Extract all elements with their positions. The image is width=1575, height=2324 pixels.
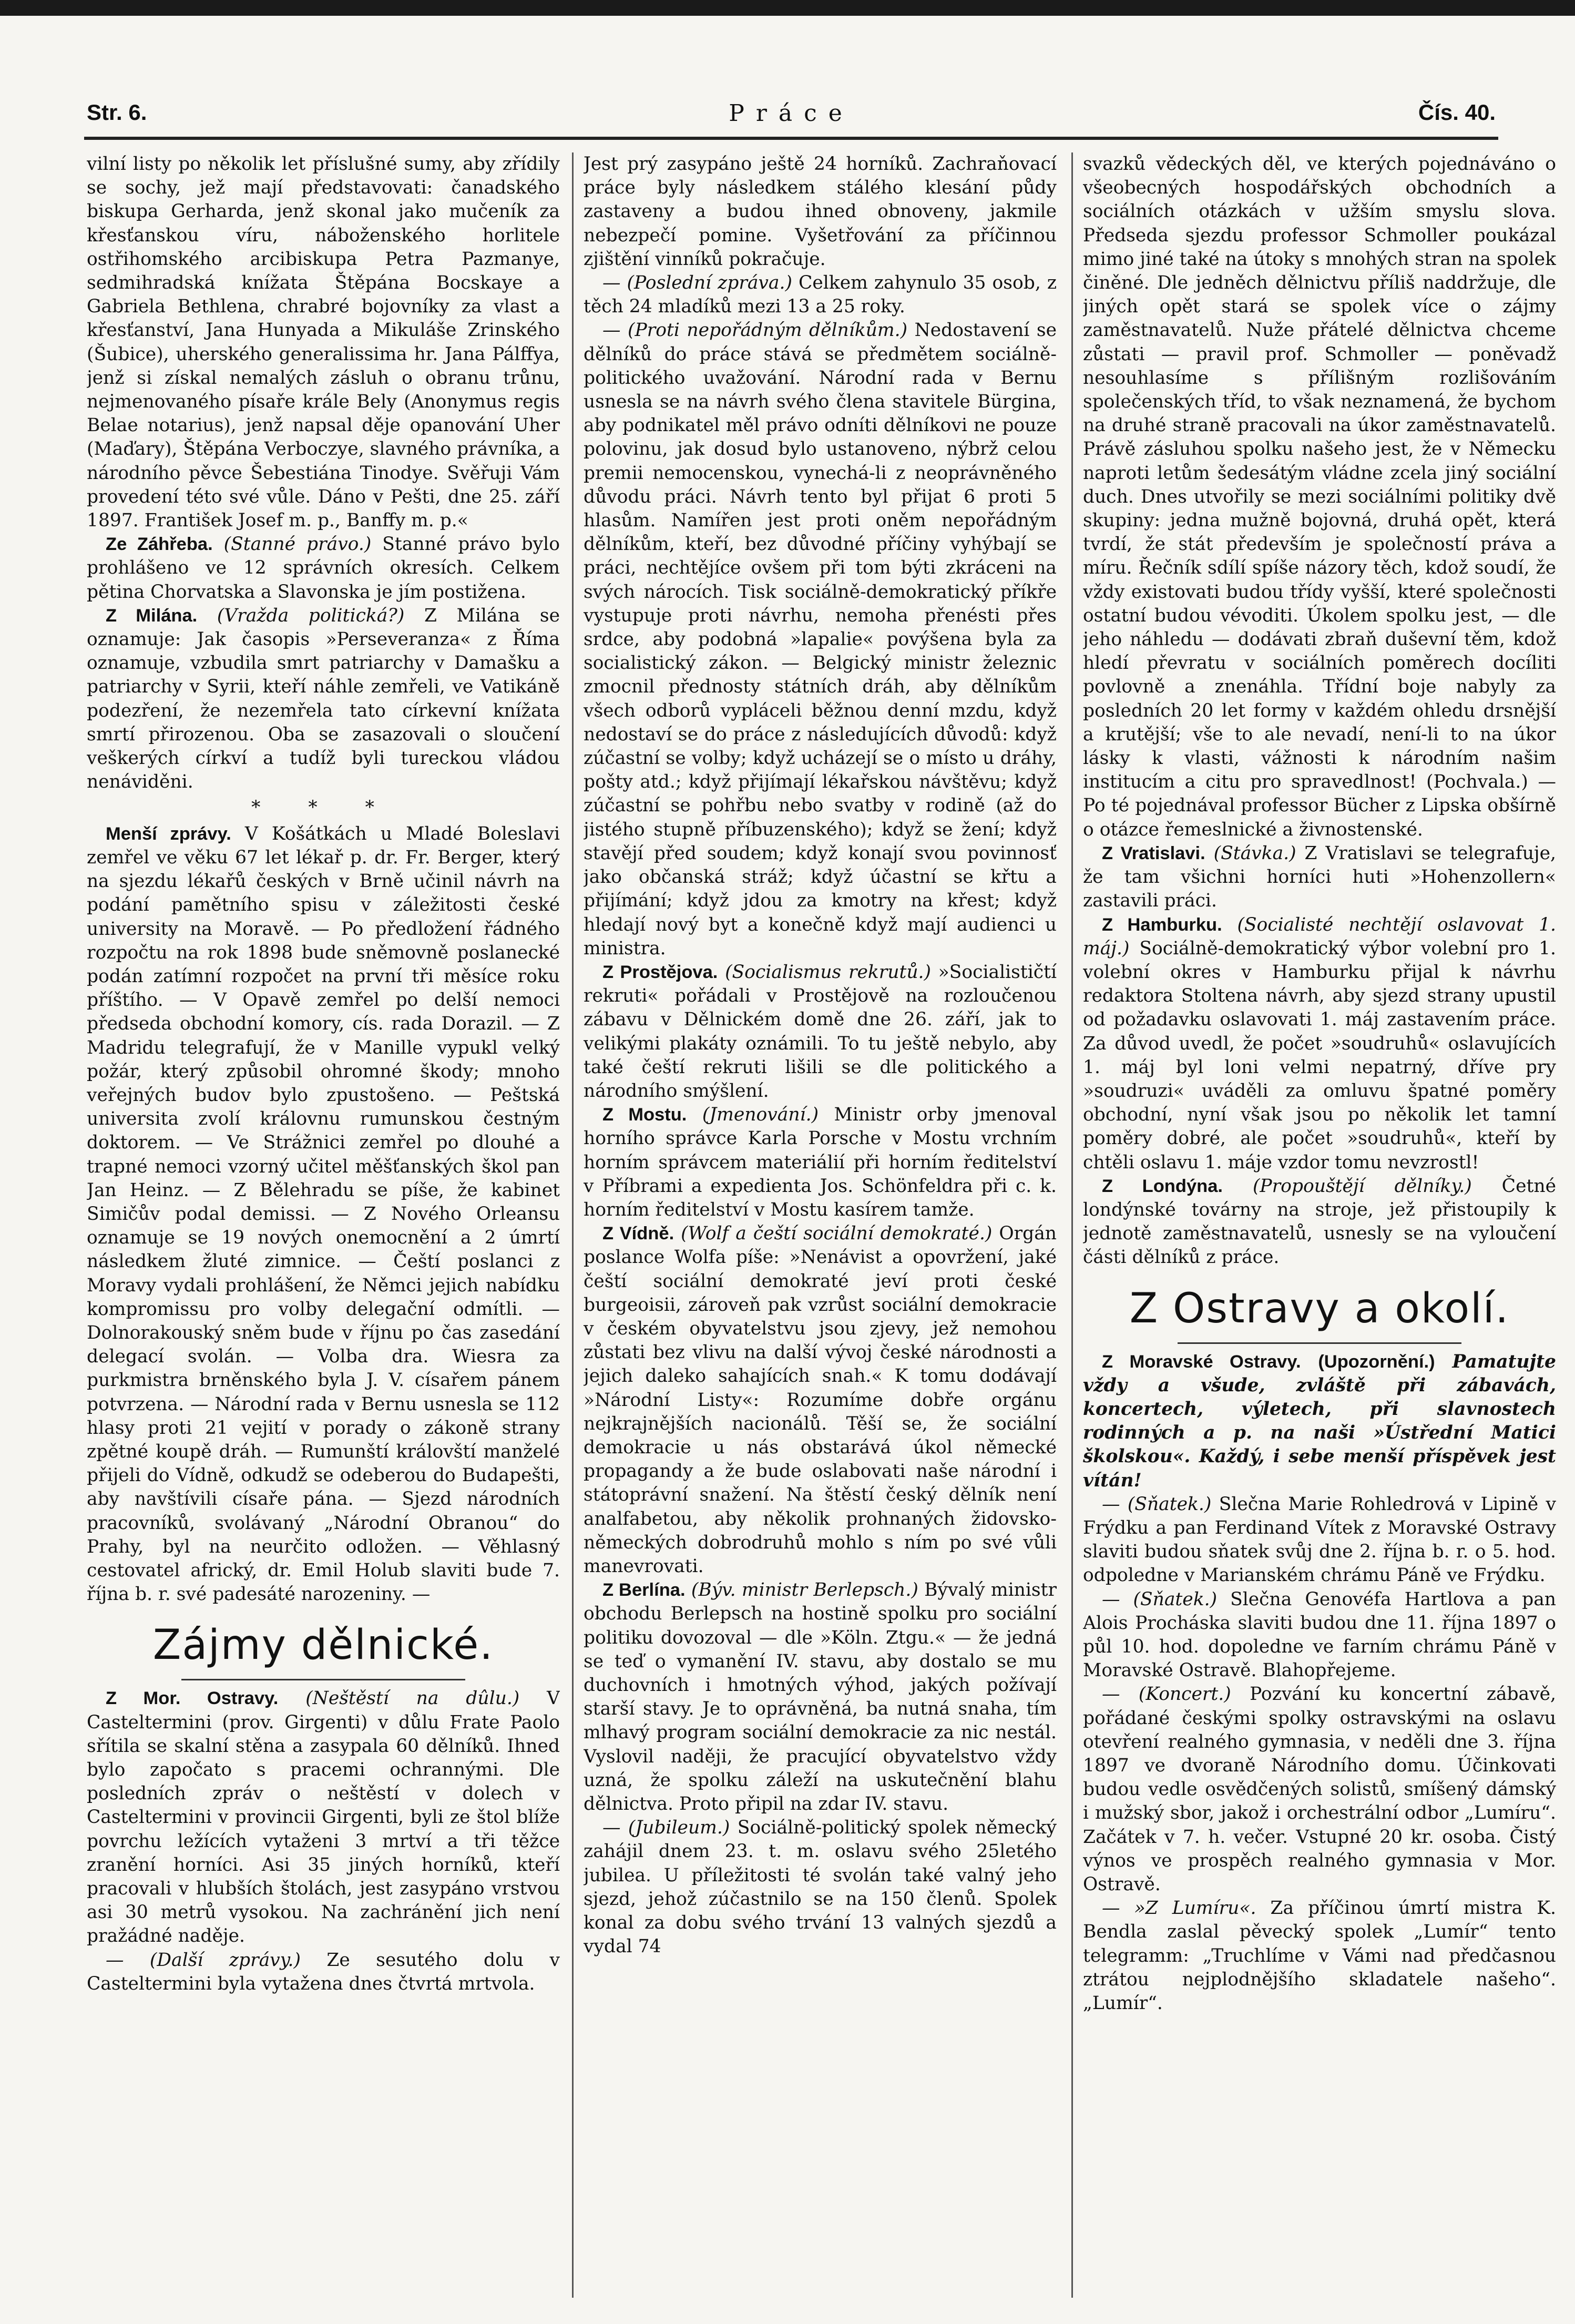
- article-prostejov: [584, 961, 1057, 1103]
- article-mensi-zpravy: [87, 822, 560, 1607]
- article-hamburk: [1083, 913, 1556, 1175]
- article-sub: — (Jubileum.): [602, 1817, 730, 1839]
- article-sub: — (Koncert.): [1102, 1684, 1231, 1705]
- article-sub: (Socialismus rekrutů.): [725, 961, 931, 983]
- article-sub: (Stanné právo.): [223, 534, 372, 555]
- article-upozorneni: [1083, 1350, 1556, 1493]
- article-most: [584, 1103, 1057, 1222]
- article-continuation: vilní listy po několik let příslušné sumy, aby zřídily se sochy, jež mají představovati: čanadského biskupa Gerharda, jenž skonal jako mučeník za křesťanskou víru, náboženského horlitele ostřihomského arcibiskupa Petra Pazmanye, sedmihradská knížata Štěpána Bocskaye a Gabriela Bethlena, chrabré bojovníky za vlast a křesťanství, Jana Hunyada a Mikuláše Zrinského (Šubice), uherského generalissima hr. Jana Pálffya, jenž si získal nemalých zásluh o obranu trůnu, nejmenovaného písaře krále Bely (Anonymus regis Belae notarius), jenž napsal děje opanování Uher (Maďary), Štěpána Verboczye, slavného právníka, a národního pěvce Šebestiána Tinodye. Svěřuji Vám provedení této své vůle. Dáno v Pešti, dne 25. září 1897. František Josef m. p., Banffy m. p.«: [87, 154, 560, 532]
- article-zahreb: [87, 533, 560, 604]
- article-head: Z Vídně.: [602, 1224, 674, 1244]
- article-text: Za příčinou úmrtí mistra K. Bendla zaslal pěvecký spolek „Lumír“ tento telegramm: „Truchlíme v Vámi nad předčasnou ztrátou nejplodnějšího skladatele našeho“. „Lumír“.: [1083, 1898, 1556, 2014]
- article-text: Ministr orby jmenoval horního správce Karla Porsche v Mostu vrchním horním správcem materiálií při horním ředitelství v Příbrami a expedienta Jos. Schönfeldra při c. k. horním ředitelství v Mostu kasírem tamže.: [584, 1104, 1057, 1220]
- section-title: Zájmy dělnické.: [152, 1622, 494, 1669]
- article-jubileum: [584, 1816, 1057, 1959]
- article-sub: (Neštěstí na dûlu.): [305, 1688, 520, 1709]
- article-milano: [87, 604, 560, 794]
- article-text: V Košátkách u Mladé Boleslavi zemřel ve věku 67 let lékař p. dr. Fr. Berger, který na sjezdu lékařů českých v Brně učinil návrh na podání pamětního spisu v záležitosti české university na Moravě. — Po předložení řádného rozpočtu na rok 1898 bude sněmovně poslanecké podán zatímní rozpočet na první tři měsíce roku příštího. — V Opavě zemřel po delší nemoci předseda obchodní komory, cís. rada Dorazil. — Z Madridu telegrafují, že v Manille vypukl velký požár, který způsobil ohromné škody; mnoho veřejných budov bylo zpustošeno. — Peštská universita zvolí královnu rumunskou čestným doktorem. — Ve Strážnici zemřel po dlouhé a trapné nemoci vzorný učitel měšťanských škol pan Jan Heinz. — Z Bělehradu se píše, že kabinet Simičův podal demissi. — Z Nového Orleansu oznamuje se 19 nových onemocnění a 2 úmrtí následkem žluté zimnice. — Čeští poslanci z Moravy vydali prohlášení, že Němci jejich nabídku kompromissu pro volby delegační odmítli. — Dolnorakouský sněm bude v říjnu po čas zasedání delegací svolán. — Volba dra. Wiesra za purkmistra brněnského byla J. V. císařem pánem potvrzena. — Národní rada v Bernu usnesla se 112 hlasy proti 21 vejití v porady o zákoně strany zpětné koupě dráh. — Rumunští královští manželé přijeli do Vídně, odkudž se odeberou do Budapešti, aby navštívili císaře pána. — Sjezd národních pracovníků, svolávaný „Národní Obranou“ do Prahy, byl na neurčito odložen. — Věhlasný cestovatel africký, dr. Emil Holub slaviti bude 7. října b. r. své padesáté narozeniny. —: [87, 823, 560, 1605]
- article-sub: (Býv. ministr Berlepsch.): [691, 1579, 918, 1601]
- article-head: Z Vratislavi.: [1102, 843, 1205, 863]
- article-ostravy: [87, 1687, 560, 1948]
- article-head: Z Berlína.: [602, 1580, 686, 1601]
- article-viden: [584, 1222, 1057, 1578]
- article-sub: (Propouštějí dělníky.): [1252, 1175, 1472, 1197]
- article-text: Nedostavení se dělníků do práce stává se předmětem sociálně-politického uvažování. Národní rada v Bernu usnesla se na návrh svého člena stavitele Bürgina, aby podnikatel měl právo odníti dělníkovi ne pouze polovinu, jak dosud bylo ustanoveno, nýbrž celou premii nemocenskou, vynechá-li z neoprávněného důvodu práci. Návrh tento byl přijat 6 proti 5 hlasům. Namířen jest proti oněm nepořádným dělníkům, kteří, bez důvodné příčiny vyhýbají se práci, nechtějíce ovšem při tom býti zkráceni na svých nárocích. Tisk sociálně-demokratický příkře vystupuje proti návrhu, nemoha přenésti přes srdce, aby podobná »lapalie« povýšena byla za socialistický zákon. — Belgický ministr železnic zmocnil přednosty státních dráh, aby dělníkům všech odborů vypláceli běžnou denní mzdu, když nedostaví se do práce z následujících důvodů: když zúčastní se volby; když ucházejí se o místo u dráhy, pošty atd.; když přijímají lékařskou návštěvu; když zúčastní se pohřbu nebo svatby v rodině (až do jistého stupně příbuzenského); když se žení; když stavějí před soudem; když konají svou povinnosť jako občanská stráž; když účastní se křtu a přijímání; když jdou za kmotry na křest; když hledají nový byt a konečně když mají audienci u ministra.: [584, 320, 1057, 959]
- article-sub: (Stávka.): [1213, 842, 1296, 864]
- article-text: Četné londýnské továrny na stroje, jež přistoupily k jednotě zaměstnavatelů, usnesly se na vyloučení části dělníků z práce.: [1083, 1175, 1556, 1268]
- issue-number: Čís. 40.: [1418, 100, 1496, 125]
- article-head: Z Mor. Ostravy.: [106, 1688, 279, 1709]
- section-rule: [1178, 1342, 1461, 1344]
- article-sub: (Vražda politická?): [217, 605, 405, 626]
- top-border: [0, 0, 1575, 16]
- article-text: V Casteltermini (prov. Girgenti) v důlu Frate Paolo sřítila se skalní stěna a zasypala 60 dělníků. Ihned bylo započato s pracemi ochrannými. Dle posledních zpráv o neštěstí v dolech v Casteltermini v provincii Girgenti, byli ze štol blíže povrchu ležících vytaženi 3 mrtví a tři těžce zranění horníci. Asi 35 jiných horníků, kteří pracovali v hlubších štolách, jest zasypáno vrstvou asi 30 metrů vysokou. Na zachránění jich není pražádné naděje.: [87, 1688, 560, 1947]
- page-number: Str. 6.: [87, 100, 147, 125]
- article-head: Z Moravské Ostravy.: [1102, 1351, 1301, 1372]
- column-1: [87, 152, 560, 2298]
- article-sub: — (Další zprávy.): [106, 1949, 301, 1971]
- article-head: Z Londýna.: [1102, 1176, 1223, 1196]
- page-header: [87, 100, 1496, 137]
- article-head: Ze Záhřeba.: [106, 534, 213, 555]
- article-berlin: [584, 1578, 1057, 1816]
- article-text: Bývalý ministr obchodu Berlepsch na hostině spolku pro sociální politiku dovozoval — dle »Köln. Ztgu.« — že jedná se teď o vymanění IV. stavu, aby dostalo se mu duchovních i hmotných výhod, jakých požívají starší stavy. Je to oprávněná, ba nutná snaha, tím mlhavý program sociální demokracie za nic nestál. Vyslovil naději, že pracující obyvatelstvo vždy uzná, že spolku záleží na uskutečnění blahu dělnictva. Proto připil na zdar IV. stavu.: [584, 1579, 1057, 1815]
- article-text: »Socialističtí rekruti« pořádali v Prostějově na rozloučenou zábavu v Dělnickém domě dne 26. září, jak to velikými plakáty oznámili. To tu ještě nebylo, aby také čeští rekruti lišili se dle politického a národního smýšlení.: [584, 961, 1057, 1102]
- article-text: Sociálně-politický spolek německý zahájil dnem 23. t. m. oslavu svého 25letého jubilea. U příležitosti té svolán také valný jeho sjezd, jehož zúčastnilo se na 150 členů. Spolek konal za dobu svého trvání 13 valných sjezdů a vydal 74: [584, 1817, 1057, 1958]
- section-rule: [181, 1679, 465, 1680]
- article-text: Pozvání ku koncertní zábavě, pořádané českými spolky ostravskými na oslavu otevření realného gymnasia, v neděli dne 3. října 1897 ve dvoraně Národního domu. Účinkovati budou vedle osvědčených solistů, smíšený dámský i mužský sbor, jakož i orchestrální odbor „Lumíru“. Začátek v 7. h. večer. Vstupné 20 kr. osoba. Čistý výnos ve prospěch realného gymnasia v Mor. Ostravě.: [1083, 1684, 1556, 1895]
- article-head: Z Milána.: [106, 605, 198, 626]
- article-sub: — (Sňatek.): [1102, 1493, 1212, 1515]
- article-posledni-zprava: [584, 271, 1057, 319]
- header-rule: [84, 137, 1498, 140]
- column-divider: [572, 152, 574, 2298]
- article-sub: (Wolf a čeští sociální demokraté.): [681, 1223, 993, 1245]
- column-2: [584, 152, 1057, 2298]
- article-londyn: [1083, 1175, 1556, 1270]
- article-text: Pamatujte vždy a všude, zvláště při zábavách, koncertech, výletech, při slavnostech rodinných a p. na naši »Ústřední Matici školskou«. Každý, i sebe menší příspěvek jest vítán!: [1083, 1351, 1556, 1491]
- article-head: Z Mostu.: [602, 1105, 687, 1125]
- article-proti-nepor: [584, 319, 1057, 960]
- article-text: Stanné právo bylo prohlášeno ve 12 správních okresích. Celkem pětina Chorvatska a Slavonska je jím postižena.: [87, 534, 560, 603]
- article-snatek-1: [1083, 1493, 1556, 1588]
- article-sub: (Jmenování.): [702, 1104, 819, 1126]
- article-text: Z Vratislavi se telegrafuje, že tam všichni horníci huti »Hohenzollern« zastavili práci.: [1083, 842, 1556, 912]
- article-head: Z Hamburku.: [1102, 914, 1222, 935]
- article-text: Celkem zahynulo 35 osob, z těch 24 mladíků mezi 13 a 25 roky.: [584, 272, 1057, 318]
- article-sub: — (Poslední zpráva.): [602, 272, 792, 294]
- section-title: Z Ostravy a okolí.: [1129, 1285, 1510, 1332]
- article-lumir: [1083, 1897, 1556, 2015]
- article-sub: — »Z Lumíru«.: [1102, 1898, 1256, 1919]
- article-continuation: svazků vědeckých děl, ve kterých pojednáváno o všeobecných hospodářských obchodních a sociálních otázkách v užším smyslu slova. Předseda sjezdu professor Schmoller poukázal mimo jiné také na útoky s mnohých stran na spolek činěné. Dle jedněch dělnictvu příliš naddržuje, dle jiných opět stará se spolek více o zájmy zaměstnavatelů. Nuže přátelé dělnictva chceme zůstati — pravil prof. Schmoller — poněvadž nesouhlasíme s přílišným rozlišováním společenských tříd, to však neznamená, že bychom na druhé straně pracovali na úkor zaměstnavatelů. Právě zásluhou spolku našeho jest, že v Německu naproti letům šedesátým vládne zcela jiný sociální duch. Dnes utvořily se mezi sociálními politiky dvě skupiny: jedna mužně bojovná, druhá opět, která tvrdí, že stát především je společností práva a míru. Řečník sdílí spíše názory těch, kdož soudí, že vždy existovati budou třídy vyšší, které společnosti ostatní budou vévoditi. Úkolem spolku jest, — dle jeho náhledu — dodávati zbraň duševní těm, kdož hledí převratu v sociálních poměrech docíliti povlovně a znenáhla. Třídní boje nabyly za posledních 20 let formy v každém ohledu drsnější a krutější; vše to ale nevadí, není-li to na úkor lásky k vlasti, vážnosti k národním našim institucím a citu pro spravedlnost! (Pochvala.) — Po té pojednával professor Bücher z Lipska obšírně o otázce řemeslnické a živnostenské.: [1083, 154, 1556, 840]
- article-continuation: Jest prý zasypáno ještě 24 horníků. Zachraňovací práce byly následkem stálého klesání půdy zastaveny a budou ihned obnoveny, jakmile nebezpečí pomine. Vyšetřování za příčinnou zjištění vinníků pokračuje.: [584, 154, 1057, 270]
- article-koncert: [1083, 1683, 1556, 1897]
- article-sub: (Upozornění.): [1318, 1351, 1435, 1372]
- article-sub: — (Proti nepořádným dělníkům.): [602, 320, 908, 341]
- column-divider: [1071, 152, 1073, 2298]
- article-text: Orgán poslance Wolfa píše: »Nenávist a opovržení, jaké čeští sociální demokraté jeví proti české burgeoisii, zároveň pak vzrůst sociální demokracie v českém obyvatelstvu jsou zjevy, jež nemohou zůstati bez vlivu na další vývoj české národnosti a jejich daleko sahajících snah.« K tomu dodávají »Národní Listy«: Rozumíme dobře orgánu nejkrajnějších nacionálů. Těší se, že sociální demokracie u nás obstarává úkol německé propagandy a že bude oslabovati naše národní i státoprávní snažení. Na štěstí český dělník není analfabetou, aby několik prohnaných židovsko-německých dobrodruhů mohlo s ním po své vůli manevrovati.: [584, 1223, 1057, 1577]
- column-3: [1083, 152, 1556, 2298]
- separator-stars: * * *: [251, 797, 395, 819]
- article-text: Ze sesutého dolu v Casteltermini byla vytažena dnes čtvrtá mrtvola.: [87, 1949, 560, 1994]
- article-dalsi-zpravy: [87, 1949, 560, 1996]
- article-text: Z Milána se oznamuje: Jak časopis »Perseveranza« z Říma oznamuje, vzbudila smrt patriarchy v Damašku a patriarchy v Syrii, kteří náhle zemřeli, ve Vatikáně podezření, že nezemřela tato církevní knížata smrtí přirozenou. Oba se zasazovali o sloučení veškerých církví a tudíž byli tureckou vládou nenáviděni.: [87, 605, 560, 793]
- article-snatek-2: [1083, 1588, 1556, 1683]
- article-vratislavi: [1083, 842, 1556, 913]
- article-sub: (Socialisté nechtějí oslavovat 1. máj.): [1083, 914, 1556, 959]
- article-head: Menší zprávy.: [106, 823, 231, 844]
- article-head: Z Prostějova.: [602, 962, 718, 982]
- article-text: Slečna Marie Rohledrová v Lipině v Frýdku a pan Ferdinand Vítek z Moravské Ostravy slaviti budou sňatek svůj dne 2. října b. r. o 5. hod. odpoledne v Marianském chrámu Páně ve Frýdku.: [1083, 1493, 1556, 1586]
- article-sub: — (Sňatek.): [1102, 1588, 1218, 1610]
- newspaper-title: Práce: [729, 100, 854, 127]
- article-text: Slečna Genovéfa Hartlova a pan Alois Procháska slaviti budou dne 11. října 1897 o půl 10. hod. dopoledne ve farním chrámu Páně v Moravské Ostravě. Blahopřejeme.: [1083, 1588, 1556, 1681]
- article-text: Sociálně-demokratický výbor volební pro 1. volební okres v Hamburku přijal k návrhu redaktora Stoltena návrh, aby sjezd strany upustil od požadavku oslavovati 1. máj zastavením práce. Za důvod uvedl, že počet »soudruhů« oslavujících 1. máj byl loni velmi nepatrný, dříve pry »soudruzi« uváděli za omluvu špatné poměry obchodní, nyní však jsou po několik let tamní poměry dobré, ale počet »soudruhů«, kteří by chtěli oslavu 1. máje vzdor tomu nevzrostl!: [1083, 937, 1556, 1173]
